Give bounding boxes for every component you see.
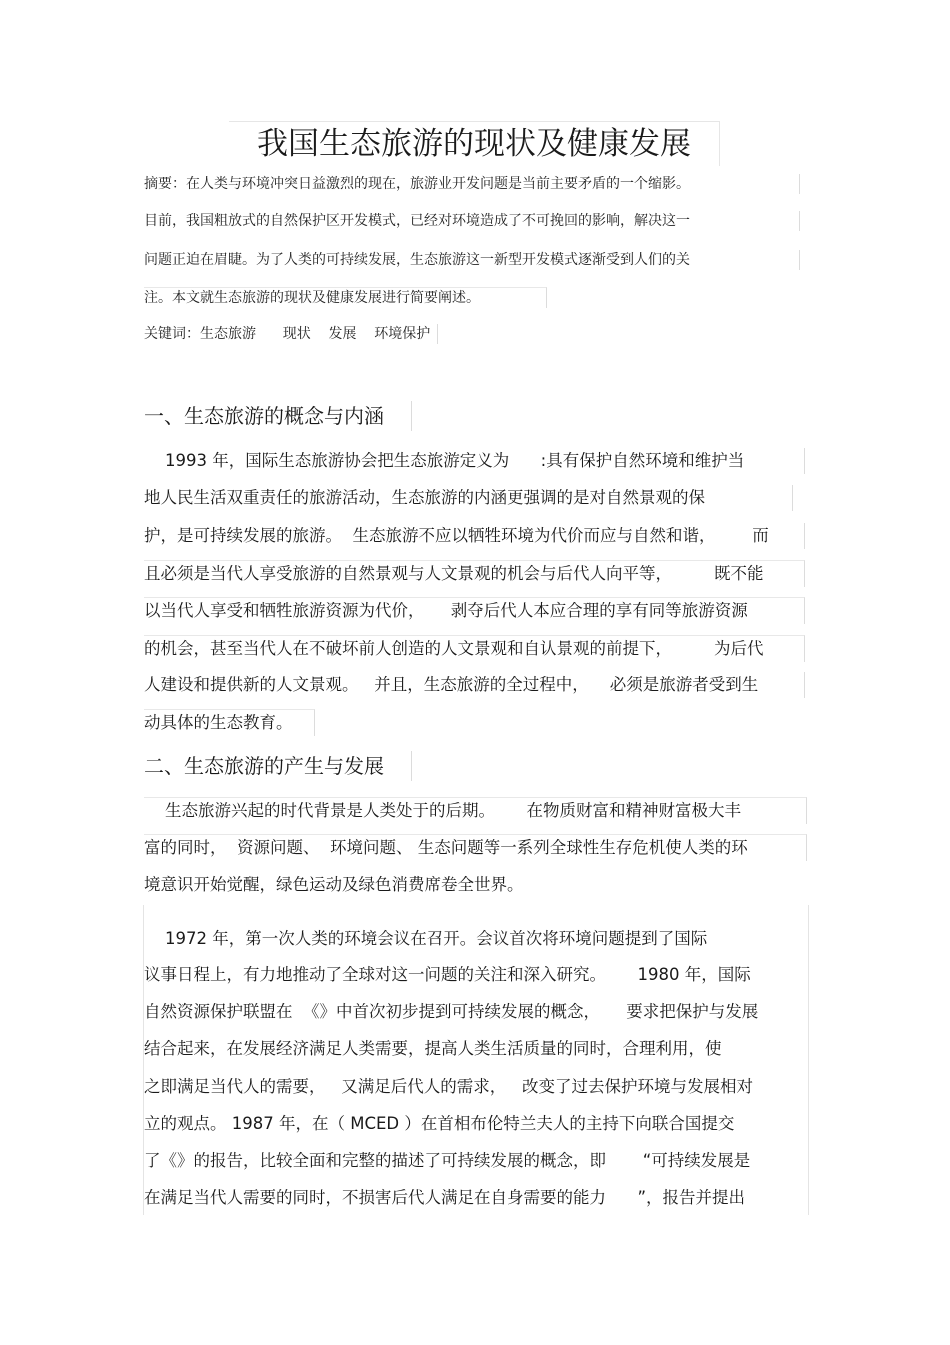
paragraph-line: 之即满足当代人的需要， 又满足后代人的需求， 改变了过去保护环境与发展相对 [144,1077,753,1096]
paragraph-line: 了《》的报告，比较全面和完整的描述了可持续发展的概念，即 “可持续发展是 [144,1151,751,1170]
paragraph-line: 护，是可持续发展的旅游。 生态旅游不应以牺牲环境为代价而应与自然和谐， 而 [144,523,805,549]
paragraph-line: 动具体的生态教育。 [144,709,315,736]
paragraph-line: 议事日程上，有力地推动了全球对这一问题的关注和深入研究。 1980 年，国际 [144,965,751,984]
paragraph-line: 自然资源保护联盟在 《》中首次初步提到可持续发展的概念， 要求把保护与发展 [144,1002,759,1021]
paragraph-line: 地人民生活双重责任的旅游活动，生态旅游的内涵更强调的是对自然景观的保 [144,485,793,511]
abstract-line: 摘要：在人类与环境冲突日益激烈的现在，旅游业开发问题是当前主要矛盾的一个缩影。 [144,174,800,194]
paragraph-line: 1993 年，国际生态旅游协会把生态旅游定义为 :具有保护自然环境和维护当 [144,448,805,474]
section-heading-2: 二、生态旅游的产生与发展 [144,751,412,781]
paragraph-line: 生态旅游兴起的时代背景是人类处于的后期。 在物质财富和精神财富极大丰 [144,797,807,824]
paragraph-line: 立的观点。 1987 年，在（ MCED ）在首相布伦特兰夫人的主持下向联合国提交 [144,1114,735,1133]
abstract-line: 问题正迫在眉睫。为了人类的可持续发展，生态旅游这一新型开发模式逐渐受到人们的关 [144,250,800,270]
paragraph-line: 的机会，甚至当代人在不破坏前人创造的人文景观和自认景观的前提下， 为后代 [144,635,805,662]
section-heading-1: 一、生态旅游的概念与内涵 [144,401,412,431]
abstract-line: 目前，我国粗放式的自然保护区开发模式，已经对环境造成了不可挽回的影响，解决这一 [144,211,800,231]
keywords: 关键词：生态旅游 现状 发展 环境保护 [144,324,438,344]
paragraph-line: 人建设和提供新的人文景观。 并且，生态旅游的全过程中， 必须是旅游者受到生 [144,672,805,698]
paragraph-line: 境意识开始觉醒，绿色运动及绿色消费席卷全世界。 [144,875,524,894]
paragraph-line: 且必须是当代人享受旅游的自然景观与人文景观的机会与后代人向平等， 既不能 [144,560,805,587]
paragraph-line: 富的同时， 资源问题、 环境问题、 生态问题等一系列全球性生存危机使人类的环 [144,834,807,861]
paragraph-line: 结合起来，在发展经济满足人类需要，提高人类生活质量的同时，合理利用，使 [144,1039,722,1058]
paragraph-line: 1972 年，第一次人类的环境会议在召开。会议首次将环境问题提到了国际 [144,929,708,948]
document-title: 我国生态旅游的现状及健康发展 [229,121,720,166]
abstract-line: 注。本文就生态旅游的现状及健康发展进行简要阐述。 [144,287,547,308]
paragraph-line: 在满足当代人需要的同时，不损害后代人满足在自身需要的能力 ”，报告并提出 [144,1188,746,1207]
paragraph-line: 以当代人享受和牺牲旅游资源为代价， 剥夺后代人本应合理的享有同等旅游资源 [144,597,805,624]
